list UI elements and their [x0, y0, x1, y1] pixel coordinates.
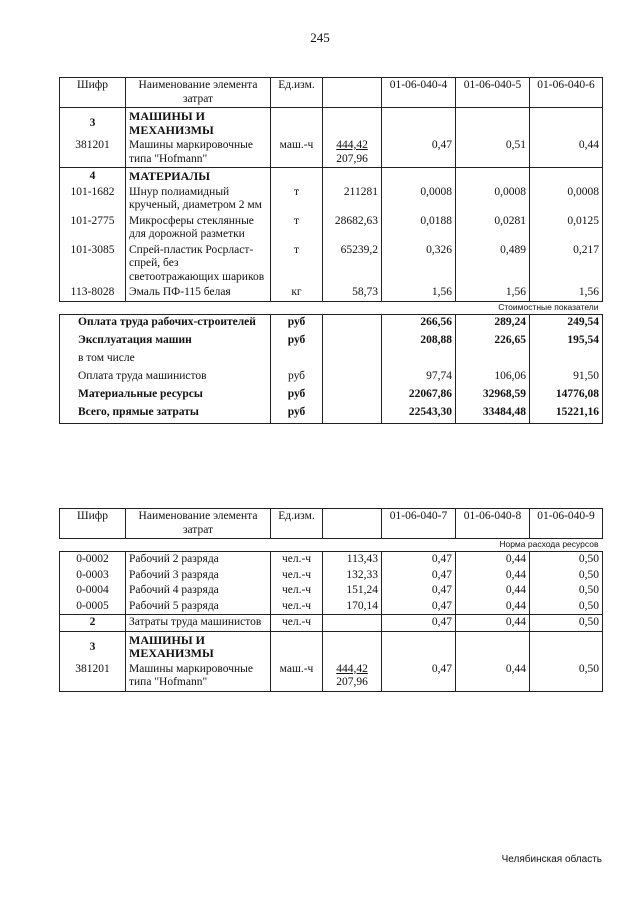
row-value-1: 0,47 — [382, 568, 456, 584]
band-row — [60, 301, 603, 314]
row-value-3: 0,50 — [530, 599, 603, 615]
row-code: 381201 — [60, 662, 126, 692]
footer-region: Челябинская область — [501, 854, 602, 865]
row-name: Рабочий 3 разряда — [126, 568, 271, 584]
row-price: 58,73 — [323, 285, 382, 301]
summary-unit: руб — [271, 405, 323, 424]
row-unit: т — [271, 243, 323, 286]
summary-value-1: 22543,30 — [382, 405, 456, 424]
row-price: 132,33 — [323, 568, 382, 584]
price-top: 444,42 — [336, 662, 368, 675]
header-norm-2: 01-06-040-8 — [456, 509, 530, 539]
row-value-2: 0,44 — [456, 615, 530, 632]
row-unit: маш.-ч — [271, 662, 323, 692]
summary-value-2: 289,24 — [456, 314, 530, 333]
row-code: 0-0004 — [60, 583, 126, 599]
summary-unit: руб — [271, 387, 323, 405]
section-row — [60, 108, 603, 139]
table-row — [60, 662, 603, 692]
row-value-3: 0,50 — [530, 568, 603, 584]
row-code: 101-2775 — [60, 214, 126, 243]
row-code: 0-0005 — [60, 599, 126, 615]
row-price: 170,14 — [323, 599, 382, 615]
row-unit: маш.-ч — [271, 138, 323, 168]
row-unit: т — [271, 214, 323, 243]
summary-value-1: 266,56 — [382, 314, 456, 333]
table-row — [60, 568, 603, 584]
row-value-3: 1,56 — [530, 285, 603, 301]
summary-name: Всего, прямые затраты — [60, 405, 271, 424]
header-norm-3: 01-06-040-6 — [530, 78, 603, 108]
table-row — [60, 243, 603, 286]
summary-row — [60, 351, 603, 369]
summary-unit: руб — [271, 314, 323, 333]
row-name: Рабочий 5 разряда — [126, 599, 271, 615]
price-bottom: 207,96 — [336, 152, 368, 165]
summary-value-2: 226,65 — [456, 333, 530, 351]
row-value-1: 1,56 — [382, 285, 456, 301]
table-row — [60, 552, 603, 568]
row-value-1: 0,0008 — [382, 185, 456, 214]
section-code: 3 — [60, 631, 126, 662]
table-row — [60, 583, 603, 599]
row-value-3: 0,50 — [530, 583, 603, 599]
header-unit: Ед.изм. — [271, 509, 323, 539]
table-row — [60, 138, 603, 168]
row-value-3: 0,50 — [530, 615, 603, 632]
row-price: 28682,63 — [323, 214, 382, 243]
summary-value-3: 195,54 — [530, 333, 603, 351]
price-top: 444,42 — [336, 139, 368, 151]
row-value-3: 0,217 — [530, 243, 603, 286]
row-value-1: 0,47 — [382, 138, 456, 168]
table-row — [60, 285, 603, 301]
row-value-3: 0,50 — [530, 662, 603, 692]
header-norm-3: 01-06-040-9 — [530, 509, 603, 539]
row-value-2: 0,44 — [456, 552, 530, 568]
row-code: 0-0003 — [60, 568, 126, 584]
summary-value-1: 208,88 — [382, 333, 456, 351]
header-price — [323, 509, 382, 539]
section-title: МАТЕРИАЛЫ — [126, 168, 271, 185]
row-unit: т — [271, 185, 323, 214]
row-value-2: 0,489 — [456, 243, 530, 286]
resource-table-2 — [59, 508, 603, 692]
header-unit: Ед.изм. — [271, 78, 323, 108]
band-label: Норма расхода ресурсов — [60, 539, 603, 552]
row-value-1: 0,47 — [382, 583, 456, 599]
table-row — [60, 615, 603, 632]
row-code: 101-1682 — [60, 185, 126, 214]
row-name: Шнур полиамидный крученый, диаметром 2 мм — [126, 185, 271, 214]
section-code: 4 — [60, 168, 126, 185]
row-price: 151,24 — [323, 583, 382, 599]
header-norm-1: 01-06-040-4 — [382, 78, 456, 108]
summary-value-3: 249,54 — [530, 314, 603, 333]
summary-value-3: 15221,16 — [530, 405, 603, 424]
row-name: Рабочий 2 разряда — [126, 552, 271, 568]
summary-value-2: 32968,59 — [456, 387, 530, 405]
row-value-3: 0,0125 — [530, 214, 603, 243]
row-value-2: 0,44 — [456, 662, 530, 692]
summary-value-2: 33484,48 — [456, 405, 530, 424]
page-number: 245 — [310, 30, 330, 45]
row-code: 101-3085 — [60, 243, 126, 286]
row-name: Затраты труда машинистов — [126, 615, 271, 632]
summary-value-1: 22067,86 — [382, 387, 456, 405]
summary-value-1: 97,74 — [382, 369, 456, 387]
row-value-2: 0,44 — [456, 599, 530, 615]
table-row — [60, 185, 603, 214]
row-name: Машины маркировочные типа "Hofmann" — [126, 138, 271, 168]
table-row — [60, 214, 603, 243]
row-value-2: 0,0008 — [456, 185, 530, 214]
band-label: Стоимостные показатели — [60, 301, 603, 314]
summary-value-2: 106,06 — [456, 369, 530, 387]
row-value-1: 0,47 — [382, 552, 456, 568]
summary-value-3: 14776,08 — [530, 387, 603, 405]
row-price — [323, 138, 382, 168]
row-unit: кг — [271, 285, 323, 301]
header-norm-1: 01-06-040-7 — [382, 509, 456, 539]
row-value-3: 0,44 — [530, 138, 603, 168]
row-value-2: 1,56 — [456, 285, 530, 301]
row-value-1: 0,326 — [382, 243, 456, 286]
header-name: Наименование элемента затрат — [126, 78, 271, 108]
section-row — [60, 168, 603, 185]
row-code: 381201 — [60, 138, 126, 168]
row-price: 113,43 — [323, 552, 382, 568]
row-price: 211281 — [323, 185, 382, 214]
resource-table-1 — [59, 77, 603, 424]
row-unit: чел.-ч — [271, 615, 323, 632]
summary-row — [60, 405, 603, 424]
summary-unit: руб — [271, 369, 323, 387]
row-name: Машины маркировочные типа "Hofmann" — [126, 662, 271, 692]
summary-name: Оплата труда машинистов — [60, 369, 271, 387]
table-header-row — [60, 78, 603, 108]
row-value-1: 0,0188 — [382, 214, 456, 243]
row-code: 2 — [60, 615, 126, 632]
row-name: Эмаль ПФ-115 белая — [126, 285, 271, 301]
summary-name: Оплата труда рабочих-строителей — [60, 314, 271, 333]
section-row — [60, 631, 603, 662]
row-value-2: 0,0281 — [456, 214, 530, 243]
table-header-row — [60, 509, 603, 539]
row-name: Микросферы стеклянные для дорожной разметки — [126, 214, 271, 243]
summary-row — [60, 314, 603, 333]
summary-row — [60, 369, 603, 387]
row-value-1: 0,47 — [382, 599, 456, 615]
row-code: 113-8028 — [60, 285, 126, 301]
section-title: МАШИНЫ И МЕХАНИЗМЫ — [126, 631, 271, 662]
summary-value-3: 91,50 — [530, 369, 603, 387]
row-value-2: 0,44 — [456, 568, 530, 584]
row-value-2: 0,44 — [456, 583, 530, 599]
summary-name: в том числе — [60, 351, 271, 369]
row-value-3: 0,0008 — [530, 185, 603, 214]
summary-unit: руб — [271, 333, 323, 351]
summary-name: Материальные ресурсы — [60, 387, 271, 405]
header-name: Наименование элемента затрат — [126, 509, 271, 539]
header-norm-2: 01-06-040-5 — [456, 78, 530, 108]
section-code: 3 — [60, 108, 126, 139]
row-value-3: 0,50 — [530, 552, 603, 568]
row-value-1: 0,47 — [382, 662, 456, 692]
band-row — [60, 539, 603, 552]
row-name: Рабочий 4 разряда — [126, 583, 271, 599]
summary-row — [60, 387, 603, 405]
header-code: Шифр — [60, 509, 126, 539]
row-unit: чел.-ч — [271, 599, 323, 615]
summary-row — [60, 333, 603, 351]
table-row — [60, 599, 603, 615]
row-value-1: 0,47 — [382, 615, 456, 632]
row-unit: чел.-ч — [271, 568, 323, 584]
row-price: 65239,2 — [323, 243, 382, 286]
header-code: Шифр — [60, 78, 126, 108]
header-price — [323, 78, 382, 108]
price-bottom: 207,96 — [336, 676, 368, 688]
row-name: Спрей-пластик Росpласт-спрей, без светоотражающих шариков — [126, 243, 271, 286]
row-unit: чел.-ч — [271, 552, 323, 568]
section-title: МАШИНЫ И МЕХАНИЗМЫ — [126, 108, 271, 139]
summary-name: Эксплуатация машин — [60, 333, 271, 351]
row-value-2: 0,51 — [456, 138, 530, 168]
row-unit: чел.-ч — [271, 583, 323, 599]
row-code: 0-0002 — [60, 552, 126, 568]
row-price — [323, 662, 382, 692]
